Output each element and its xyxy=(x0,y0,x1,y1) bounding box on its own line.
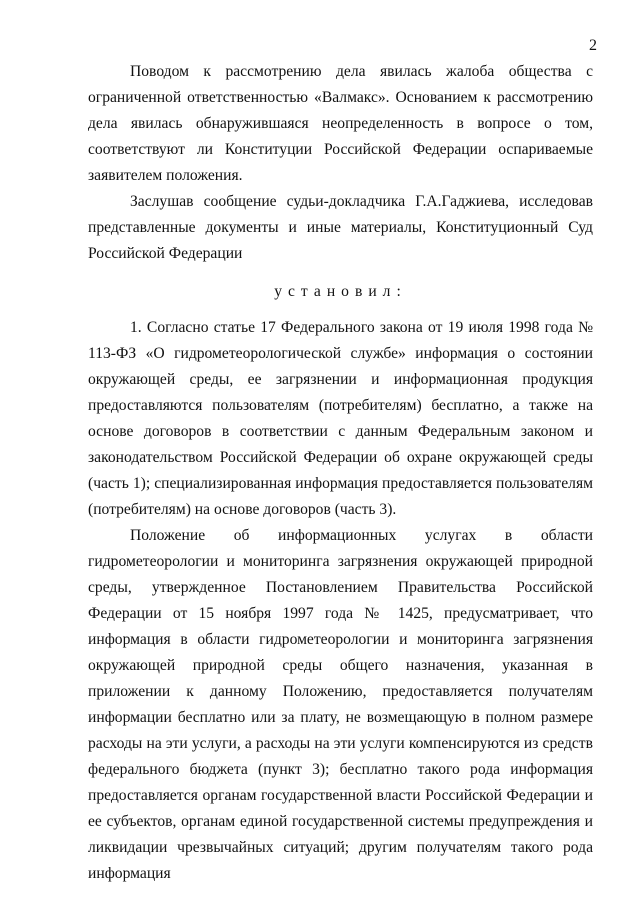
section-heading-established: установил: xyxy=(274,283,407,300)
document-body xyxy=(88,59,593,887)
paragraph-article-17: 1. Согласно статье 17 Федерального закона от 19 июля 1998 года № 113-ФЗ «О гидрометеорологической службе» информация о состоянии окружающей среды, ее загрязнении и информационная продукция предоставляются пользователям (потребителям) бесплатно, а также на основе договоров в соответствии с данным Федеральным законом и законодательством Российской Федерации об охране окружающей среды (часть 1); специализированная информация предоставляется пользователям (потребителям) на основе договоров (часть 3). xyxy=(88,319,593,518)
paragraph-appeal-grounds: Поводом к рассмотрению дела явилась жалоба общества с ограниченной ответственностью «Валмакс». Основанием к рассмотрению дела явилась обнаружившаяся неопределенность в вопросе о том, соответствуют ли Конституции Российской Федерации оспариваемые заявителем положения. xyxy=(88,63,593,184)
paragraph-regulation: Положение об информационных услугах в области гидрометеорологии и мониторинга загрязнения окружающей природной среды, утвержденное Постановлением Правительства Российской Федерации от 15 ноября 1997 года № 1425, предусматривает, что информация в области гидрометеорологии и мониторинга загрязнения окружающей природной среды общего назначения, указанная в приложении к данному Положению, предоставляется получателям информации бесплатно или за плату, не возмещающую в полном размере расходы на эти услуги, а расходы на эти услуги компенсируются из средств федерального бюджета (пункт 3); бесплатно такого рода информация предоставляется органам государственной власти Российской Федерации и ее субъектов, органам единой государственной системы предупреждения и ликвидации чрезвычайных ситуаций; другим получателям такого рода информация xyxy=(88,527,593,882)
page-number: 2 xyxy=(589,37,597,54)
paragraph-hearing: Заслушав сообщение судьи-докладчика Г.А.Гаджиева, исследовав представленные документы и иные материалы, Конституционный Суд Российской Федерации xyxy=(88,193,593,262)
